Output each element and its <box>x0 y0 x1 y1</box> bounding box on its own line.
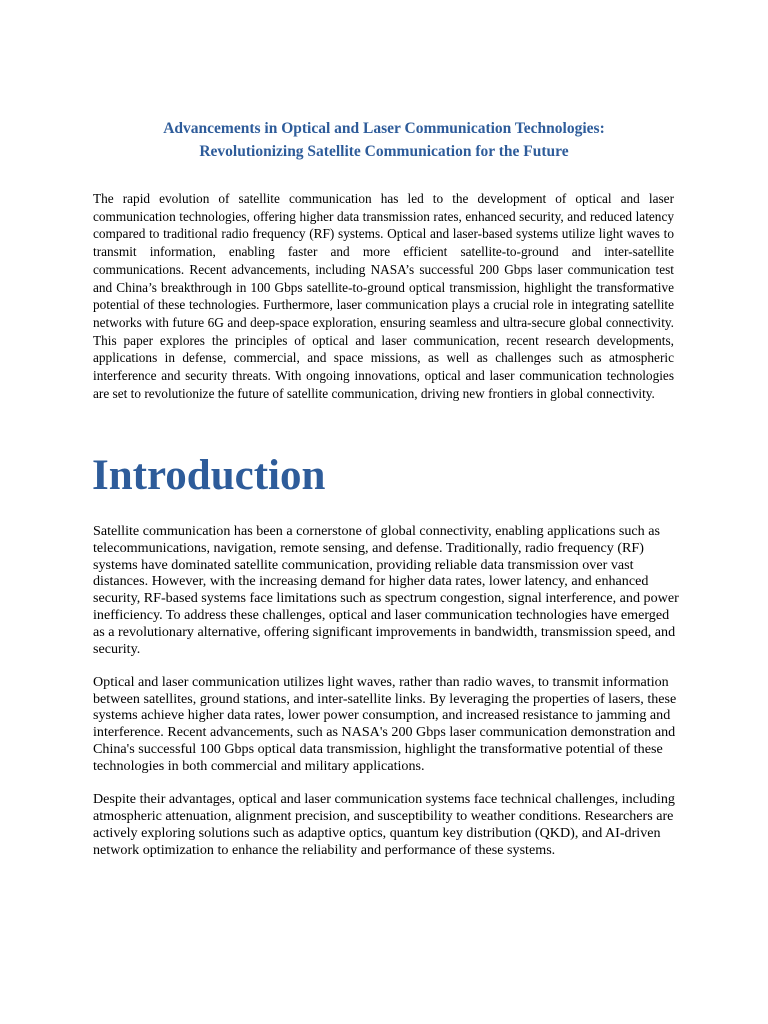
body-paragraph-3: Despite their advantages, optical and laser communication systems face technical challenges, including atmospheric attenuation, alignment precision, and susceptibility to weather conditions. Researchers are actively exploring solutions such as adaptive optics, quantum key distribution (QKD), and AI-driven network optimization to enhance the reliability and performance of these systems. <box>93 791 675 858</box>
title-line-1: Advancements in Optical and Laser Communication Technologies: <box>163 120 605 137</box>
abstract-paragraph: The rapid evolution of satellite communication has led to the development of optical and laser communication technologies, offering higher data transmission rates, enhanced security, and reduced latency compared to traditional radio frequency (RF) systems. Optical and laser-based systems utilize light waves to transmit information, enabling faster and more efficient satellite-to-ground and inter-satellite communications. Recent advancements, including NASA’s successful 200 Gbps laser communication test and China’s breakthrough in 100 Gbps satellite-to-ground optical transmission, highlight the transformative potential of these technologies. Furthermore, laser communication plays a crucial role in integrating satellite networks with future 6G and deep-space exploration, ensuring seamless and ultra-secure global connectivity. This paper explores the principles of optical and laser communication, recent research developments, applications in defense, commercial, and space missions, as well as challenges such as atmospheric interference and security threats. With ongoing innovations, optical and laser communication technologies are set to revolutionize the future of satellite communication, driving new frontiers in global connectivity. <box>93 191 674 401</box>
section-heading-introduction: Introduction <box>92 452 326 499</box>
title-line-2: Revolutionizing Satellite Communication for the Future <box>199 143 569 160</box>
paper-title <box>93 117 675 163</box>
body-paragraph-1: Satellite communication has been a cornerstone of global connectivity, enabling applications such as telecommunications, navigation, remote sensing, and defense. Traditionally, radio frequency (RF) systems have dominated satellite communication, providing reliable data transmission over vast distances. However, with the increasing demand for higher data rates, lower latency, and enhanced security, RF-based systems face limitations such as spectrum congestion, signal interference, and power inefficiency. To address these challenges, optical and laser communication technologies have emerged as a revolutionary alternative, offering significant improvements in bandwidth, transmission speed, and security. <box>93 523 679 657</box>
body-paragraph-2: Optical and laser communication utilizes light waves, rather than radio waves, to transmit information between satellites, ground stations, and inter-satellite links. By leveraging the properties of lasers, these systems achieve higher data rates, lower power consumption, and increased resistance to jamming and interference. Recent advancements, such as NASA's 200 Gbps laser communication demonstration and China's successful 100 Gbps optical data transmission, highlight the transformative potential of these technologies in both commercial and military applications. <box>93 673 677 774</box>
introduction-body <box>93 523 683 875</box>
